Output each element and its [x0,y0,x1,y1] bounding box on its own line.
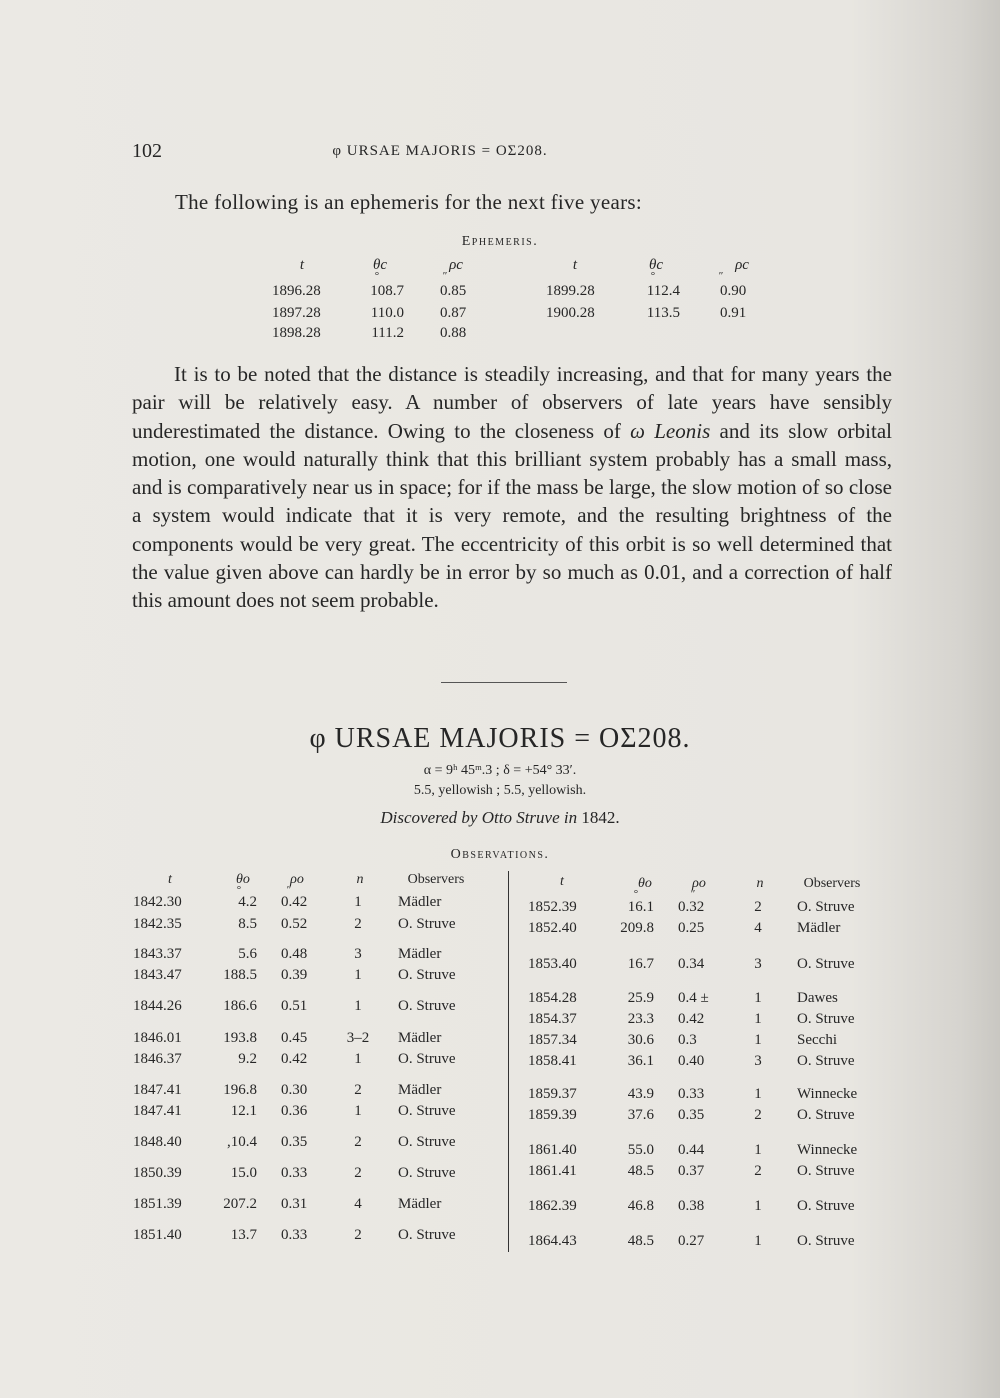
obs-t-cell: 1862.39 [528,1198,577,1214]
running-title: φ URSAE MAJORIS = OΣ208. [332,143,548,159]
obs-rho-cell: 0.31 [281,1196,308,1212]
obs-t-cell: 1852.40 [528,920,577,936]
obs-observer-cell: O. Struve [797,1053,855,1069]
obs-observer-cell: O. Struve [797,1233,855,1249]
obs-n-cell: 3 [354,946,362,962]
obs-t-cell: 1850.39 [133,1165,182,1181]
discovery-line: Discovered by Otto Struve in 1842. [380,808,620,827]
obs-n-cell: 2 [754,1107,762,1123]
obs-observer-cell: Mädler [398,894,442,910]
obs-theta-cell: 209.8 [620,920,654,936]
obs-rho-cell: 0.32 [678,899,705,915]
obs-t-cell: 1851.39 [133,1196,182,1212]
obs-t-cell: 1842.30 [133,894,182,910]
obs-theta-cell: 55.0 [627,1142,654,1158]
eph-rho-cell: 0.87 [440,305,467,321]
obs-rho-cell: 0.3 [678,1032,697,1048]
obs-observer-cell: O. Struve [797,1163,855,1179]
obs-n-cell: 2 [354,1227,362,1243]
obs-n-cell: 4 [754,920,762,936]
obs-theta-cell: 9.2 [238,1051,257,1067]
obs-n-cell: 1 [754,1032,762,1048]
obs-n-cell: 4 [354,1196,362,1212]
obs-rho-cell: 0.42 [678,1011,705,1027]
obs-t-cell: 1847.41 [133,1082,182,1098]
obs-unit-arcsec-2: ″ [690,888,696,900]
obs-rho-cell: 0.34 [678,956,705,972]
eph-t-cell: 1898.28 [272,325,321,341]
obs-n-cell: 3 [754,1053,762,1069]
table-row [0,1107,1000,1127]
obs-observer-cell: O. Struve [797,1198,855,1214]
obs-rho-cell: 0.45 [281,1030,308,1046]
obs-theta-cell: 23.3 [627,1011,654,1027]
obs-t-cell: 1847.41 [133,1103,182,1119]
obs-n-cell: 1 [754,1086,762,1102]
obs-theta-cell: 16.1 [627,899,654,915]
obs-n-cell: 2 [354,916,362,932]
obs-rho-cell: 0.27 [678,1233,705,1249]
obs-observer-cell: O. Struve [398,967,456,983]
table-row [0,1032,1000,1052]
obs-observer-cell: O. Struve [398,1103,456,1119]
obs-n-cell: 1 [354,1051,362,1067]
table-row [0,990,1000,1010]
eph-t-cell: 1897.28 [272,305,321,321]
obs-theta-cell: 30.6 [627,1032,654,1048]
obs-observer-cell: Winnecke [797,1086,858,1102]
obs-observer-cell: O. Struve [797,899,855,915]
obs-t-cell: 1859.39 [528,1107,577,1123]
table-row [0,1163,1000,1183]
obs-n-cell: 1 [754,1142,762,1158]
eph-theta-cell: 108.7 [370,283,404,299]
table-row [0,920,1000,940]
obs-n-cell: 3–2 [346,1030,370,1046]
obs-theta-cell: 46.8 [627,1198,654,1214]
obs-theta-cell: 13.7 [230,1227,257,1243]
obs-n-cell: 2 [354,1165,362,1181]
obs-rho-cell: 0.25 [678,920,705,936]
obs-t-cell: 1852.39 [528,899,577,915]
obs-unit-degree-2: ° [633,888,639,900]
star-coordinates: α = 9ʰ 45ᵐ.3 ; δ = +54° 33′. [423,763,577,778]
obs-observer-cell: O. Struve [797,1107,855,1123]
eph-unit-arcsec-2: ″ [718,270,724,282]
obs-unit-degree: ° [236,884,242,896]
observations-caption: Observations. [450,847,550,862]
table-row [0,1233,1000,1253]
obs-observer-cell: Mädler [398,1030,442,1046]
table-row [0,1011,1000,1031]
obs-t-cell: 1844.26 [133,998,182,1014]
obs-header-observers-2: Observers [803,876,861,891]
star-magnitudes: 5.5, yellowish ; 5.5, yellowish. [413,783,587,798]
eph-t-cell: 1900.28 [546,305,595,321]
eph-unit-arcsec: ″ [442,270,448,282]
obs-theta-cell: 188.5 [223,967,257,983]
obs-theta-cell: ,10.4 [227,1134,257,1150]
eph-header-rho: ρc [449,257,463,273]
obs-t-cell: 1851.40 [133,1227,182,1243]
obs-t-cell: 1861.40 [528,1142,577,1158]
obs-t-cell: 1857.34 [528,1032,577,1048]
obs-t-cell: 1854.37 [528,1011,577,1027]
obs-rho-cell: 0.4 ± [678,990,709,1006]
obs-t-cell: 1848.40 [133,1134,182,1150]
obs-rho-cell: 0.51 [281,998,308,1014]
obs-n-cell: 2 [754,1163,762,1179]
eph-header-t-2: t [572,257,578,273]
obs-rho-cell: 0.35 [281,1134,308,1150]
obs-theta-cell: 5.6 [238,946,257,962]
page-number: 102 [132,140,162,162]
obs-n-cell: 1 [354,998,362,1014]
eph-theta-cell: 111.2 [371,325,404,341]
obs-n-cell: 1 [754,1198,762,1214]
obs-rho-cell: 0.42 [281,894,308,910]
obs-observer-cell: O. Struve [398,1051,456,1067]
obs-observer-cell: O. Struve [398,1165,456,1181]
obs-t-cell: 1853.40 [528,956,577,972]
star-name-italic: ω Leonis [630,418,711,443]
obs-header-rho: ρo [290,872,304,887]
obs-observer-cell: O. Struve [797,1011,855,1027]
obs-t-cell: 1861.41 [528,1163,577,1179]
obs-n-cell: 1 [354,967,362,983]
obs-theta-cell: 43.9 [627,1086,654,1102]
obs-observer-cell: O. Struve [398,1227,456,1243]
obs-header-theta: θo [236,872,250,887]
obs-theta-cell: 4.2 [238,894,257,910]
obs-observer-cell: Mädler [398,946,442,962]
obs-t-cell: 1843.47 [133,967,182,983]
eph-header-t: t [299,257,305,273]
obs-n-cell: 2 [754,899,762,915]
eph-rho-cell: 0.90 [720,283,747,299]
obs-t-cell: 1843.37 [133,946,182,962]
table-row [0,899,1000,919]
obs-rho-cell: 0.38 [678,1198,705,1214]
obs-theta-cell: 48.5 [627,1233,654,1249]
eph-unit-degree: ° [374,270,380,282]
obs-observer-cell: Secchi [797,1032,837,1048]
obs-rho-cell: 0.40 [678,1053,705,1069]
section-rule [441,682,567,683]
obs-header-rho-2: ρo [692,876,706,891]
obs-header-theta-2: θo [638,876,652,891]
obs-n-cell: 1 [754,1233,762,1249]
obs-header-t-2: t [560,874,564,889]
obs-header-t: t [168,872,172,887]
obs-theta-cell: 12.1 [230,1103,257,1119]
obs-rho-cell: 0.36 [281,1103,308,1119]
table-row [0,1086,1000,1106]
table-row [0,1142,1000,1162]
obs-rho-cell: 0.33 [281,1227,308,1243]
obs-theta-cell: 37.6 [627,1107,654,1123]
obs-n-cell: 1 [354,894,362,910]
obs-observer-cell: Winnecke [797,1142,858,1158]
obs-rho-cell: 0.48 [281,946,308,962]
eph-rho-cell: 0.85 [440,283,467,299]
obs-observer-cell: O. Struve [398,1134,456,1150]
eph-unit-degree-2: ° [650,270,656,282]
obs-rho-cell: 0.35 [678,1107,705,1123]
table-row [0,1198,1000,1218]
obs-observer-cell: O. Struve [398,916,456,932]
obs-rho-cell: 0.39 [281,967,308,983]
obs-rho-cell: 0.33 [678,1086,705,1102]
obs-observer-cell: Mädler [398,1082,442,1098]
obs-n-cell: 3 [754,956,762,972]
eph-rho-cell: 0.88 [440,325,467,341]
obs-n-cell: 1 [754,1011,762,1027]
obs-theta-cell: 25.9 [627,990,654,1006]
eph-theta-cell: 110.0 [370,305,404,321]
obs-observer-cell: O. Struve [398,998,456,1014]
obs-observer-cell: O. Struve [797,956,855,972]
obs-header-observers: Observers [407,872,465,887]
obs-rho-cell: 0.37 [678,1163,705,1179]
obs-n-cell: 2 [354,1082,362,1098]
obs-header-n-2: n [756,876,764,891]
obs-theta-cell: 8.5 [238,916,257,932]
obs-theta-cell: 48.5 [627,1163,654,1179]
obs-rho-cell: 0.44 [678,1142,705,1158]
body-paragraph: It is to be noted that the distance is steadily increasing, and that for many years the pair will be relatively easy. A number of observers of late years have sensibly underestimated the distance. Owing to the closeness of ω Leonis and its slow orbital motion, one would naturally think that this brilliant system probably has a small mass, and is comparatively near us in space; for if the mass be large, the slow motion of so close a system would indicate that it is very remote, and the resulting brightness of the components would be very great. The eccentricity of this orbit is so well determined that the value given above can hardly be in error by so much as 0.01, and a correction of half this amount does not seem probable. [132,362,892,613]
intro-sentence: The following is an ephemeris for the next five years: [175,190,642,214]
eph-t-cell: 1896.28 [272,283,321,299]
obs-t-cell: 1864.43 [528,1233,577,1249]
ephemeris-caption: Ephemeris. [461,234,539,249]
obs-theta-cell: 15.0 [230,1165,257,1181]
obs-theta-cell: 186.6 [223,998,257,1014]
obs-observer-cell: Dawes [797,990,838,1006]
section-title: φ URSAE MAJORIS = OΣ208. [309,723,691,754]
table-row [0,956,1000,976]
eph-theta-cell: 113.5 [646,305,680,321]
obs-observer-cell: Mädler [797,920,841,936]
obs-observer-cell: Mädler [398,1196,442,1212]
obs-theta-cell: 16.7 [627,956,654,972]
obs-t-cell: 1854.28 [528,990,577,1006]
obs-rho-cell: 0.42 [281,1051,308,1067]
obs-n-cell: 1 [354,1103,362,1119]
eph-header-rho-2: ρc [735,257,749,273]
eph-header-theta: θc [372,257,388,273]
obs-t-cell: 1858.41 [528,1053,577,1069]
obs-theta-cell: 36.1 [627,1053,654,1069]
obs-t-cell: 1859.37 [528,1086,577,1102]
obs-t-cell: 1846.01 [133,1030,182,1046]
obs-unit-arcsec: ″ [286,884,292,896]
obs-t-cell: 1846.37 [133,1051,182,1067]
obs-header-n: n [356,872,364,887]
obs-n-cell: 2 [354,1134,362,1150]
obs-t-cell: 1842.35 [133,916,182,932]
obs-theta-cell: 207.2 [223,1196,257,1212]
obs-rho-cell: 0.30 [281,1082,308,1098]
obs-theta-cell: 193.8 [223,1030,257,1046]
eph-t-cell: 1899.28 [546,283,595,299]
obs-rho-cell: 0.52 [281,916,308,932]
eph-theta-cell: 112.4 [646,283,680,299]
obs-n-cell: 1 [754,990,762,1006]
table-row [0,1053,1000,1073]
eph-header-theta-2: θc [648,257,664,273]
obs-theta-cell: 196.8 [223,1082,257,1098]
eph-rho-cell: 0.91 [720,305,747,321]
obs-rho-cell: 0.33 [281,1165,308,1181]
